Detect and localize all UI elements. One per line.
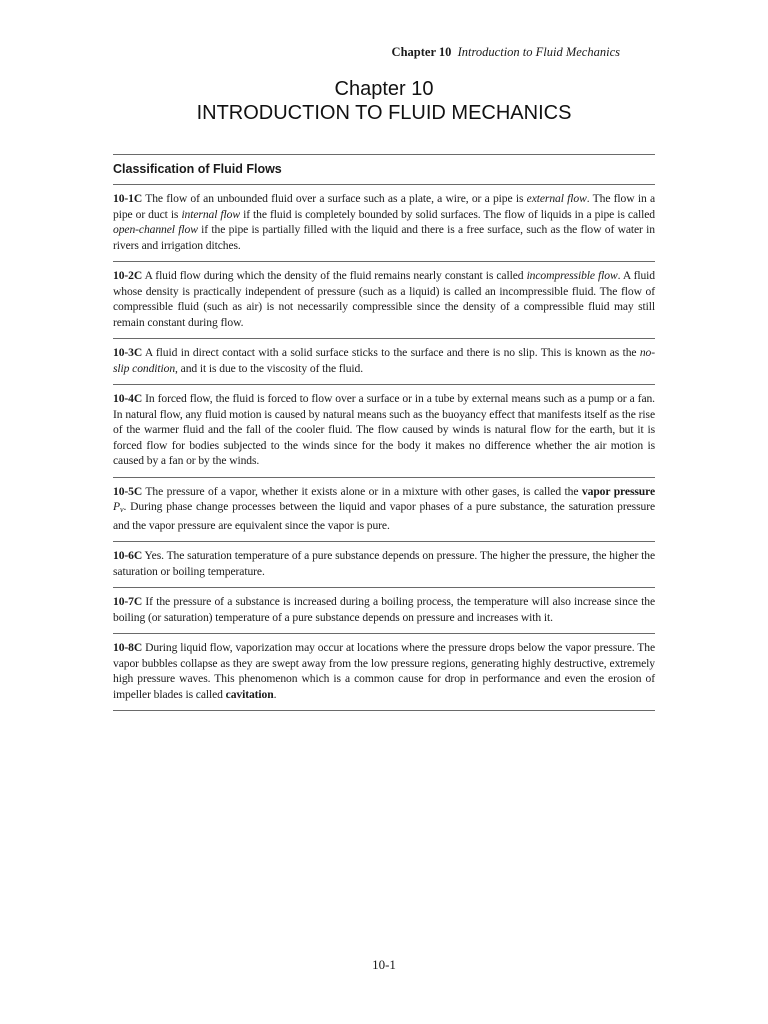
problem-number: 10-4C <box>113 392 143 405</box>
page-number: 10-1 <box>372 957 396 972</box>
problem-text: . During phase change processes between the liquid and vapor phases of a pure substance, the saturation pressure and the vapor pressure are equivalent since the vapor is pure. <box>113 500 655 532</box>
problem-10-3c <box>113 339 655 384</box>
problem-10-6c <box>113 542 655 587</box>
problem-text: During liquid flow, vaporization may occur at locations where the pressure drops below the vapor pressure. The vapor bubbles collapse as they are swept away from the low pressure regions, generating highly destructive, extremely high pressure waves. This phenomenon which is a common cause for drop in performance and even the erosion of impeller blades is called <box>113 641 655 701</box>
term-cavitation: cavitation <box>225 687 274 701</box>
problem-text: Yes. The saturation temperature of a pure substance depends on pressure. The higher the pressure, the higher the saturation or boiling temperature. <box>113 549 655 578</box>
problem-number: 10-1C <box>113 192 143 205</box>
problem-number: 10-8C <box>113 641 143 654</box>
problem-10-8c <box>113 634 655 710</box>
problem-text: A fluid flow during which the density of the fluid remains nearly constant is called <box>142 269 527 282</box>
problem-number: 10-5C <box>113 484 143 498</box>
problem-number: 10-3C <box>113 346 143 359</box>
chapter-number: Chapter 10 <box>334 78 434 100</box>
divider <box>113 710 655 711</box>
problem-number: 10-6C <box>113 549 143 562</box>
term-internal-flow: internal flow <box>181 207 241 221</box>
problem-text: The pressure of a vapor, whether it exists alone or in a mixture with other gases, is called the <box>142 484 582 498</box>
running-header <box>392 45 620 60</box>
term-external-flow: external flow <box>526 192 587 205</box>
problem-text: , and it is due to the viscosity of the fluid. <box>175 361 364 375</box>
problem-text: if the pipe is partially filled with the liquid and there is a free surface, such as the flow of water in rivers and irrigation ditches. <box>113 223 655 252</box>
page-body <box>113 154 655 711</box>
running-header-chapter: Chapter 10 <box>391 45 452 59</box>
section-title: Classification of Fluid Flows <box>113 162 282 176</box>
problem-text: In forced flow, the fluid is forced to flow over a surface or in a tube by external means such as a pump or a fan. In natural flow, any fluid motion is caused by natural means such as the buoyancy effect that manifests itself as the rise of the warmer fluid and the fall of the cooler fluid. The flow caused by winds is natural flow for the earth, but it is forced flow for bodies subjected to the winds since for the body it makes no difference whether the air motion is caused by a fan or by the winds. <box>113 392 655 467</box>
problem-10-4c <box>113 385 655 477</box>
symbol-subscript-v: v <box>119 505 124 514</box>
chapter-title: INTRODUCTION TO FLUID MECHANICS <box>196 102 572 124</box>
problem-text: . A fluid whose density is practically independent of pressure (such as a liquid) is called an incompressible fluid. The flow of compressible fluid (such as air) is not necessarily compressible since the density of a compressible fluid may still remain constant during flow. <box>113 269 655 329</box>
chapter-heading <box>0 77 768 125</box>
running-header-title: Introduction to Fluid Mechanics <box>457 45 620 59</box>
problem-text: . <box>273 687 277 701</box>
problem-10-7c <box>113 588 655 633</box>
term-open-channel-flow: open-channel flow <box>113 223 198 236</box>
problem-number: 10-2C <box>113 269 143 282</box>
problem-text: A fluid in direct contact with a solid surface sticks to the surface and there is no slip. This is known as the <box>142 346 640 359</box>
term-no-slip-condition: no-slip condition <box>113 346 655 375</box>
problem-text: . The flow in a pipe or duct is <box>113 192 656 221</box>
problem-10-1c <box>113 185 655 261</box>
problem-text: If the pressure of a substance is increased during a boiling process, the temperature will also increase since the boiling (or saturation) temperature of a pure substance depends on pressure and increases with it. <box>113 595 655 624</box>
term-incompressible-flow: incompressible flow <box>526 269 618 282</box>
problem-10-2c <box>113 262 655 338</box>
problem-10-5c <box>113 478 655 542</box>
symbol-p: P <box>113 500 120 513</box>
problem-text: if the fluid is completely bounded by solid surfaces. The flow of liquids in a pipe is called <box>240 207 655 221</box>
problem-number: 10-7C <box>113 595 143 608</box>
problem-text: The flow of an unbounded fluid over a surface such as a plate, a wire, or a pipe is <box>142 192 527 205</box>
term-vapor-pressure: vapor pressure <box>581 484 655 498</box>
